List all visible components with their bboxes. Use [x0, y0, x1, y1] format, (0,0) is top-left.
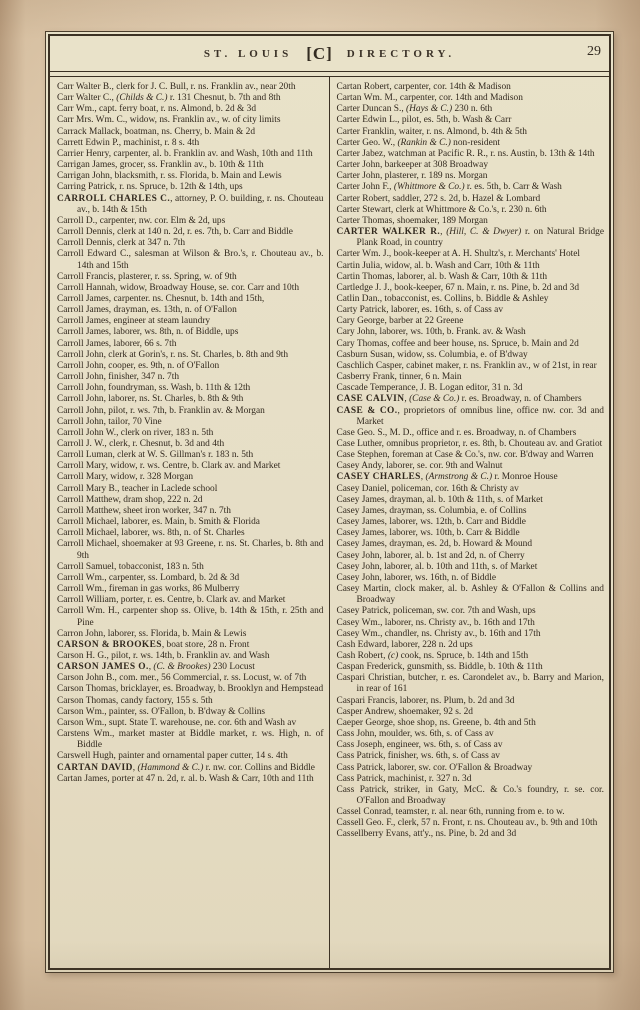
directory-entry: Cass John, moulder, ws. 6th, s. of Cass av — [336, 729, 494, 740]
directory-entry: Carroll Dennis, clerk at 140 n. 2d, r. es. 7th, b. Carr and Biddle — [57, 227, 293, 238]
directory-entry: Carroll James, engineer at steam laundry — [57, 316, 211, 327]
directory-entry: Cash Robert, (c) cook, ns. Spruce, b. 14th and 15th — [336, 650, 529, 661]
directory-entry: Carstens Wm., market master at Biddle market, r. ws. High, n. of Biddle — [57, 729, 324, 751]
directory-entry: Carson H. G., pilot, r. ws. 14th, b. Franklin av. and Wash — [57, 650, 270, 661]
directory-entry: Cartan Wm. M., carpenter, cor. 14th and Madison — [336, 93, 523, 104]
directory-entry: Casey Martin, clock maker, al. b. Ashley & O'Fallon & Collins and Broadway — [336, 584, 604, 606]
directory-entry: Carter Jabez, watchman at Pacific R. R., r. ns. Austin, b. 13th & 14th — [336, 148, 595, 159]
title-right: DIRECTORY. — [346, 47, 456, 60]
directory-entry: Cascade Temperance, J. B. Logan editor, 31 n. 3d — [336, 383, 523, 394]
page-title — [204, 44, 455, 64]
directory-entry: Catlin Dan., tobacconist, es. Collins, b. Biddle & Ashley — [336, 293, 549, 304]
directory-entry: Casey James, laborer, ws. 10th, b. Carr & Biddle — [336, 528, 520, 539]
directory-entry: Carroll Hannah, widow, Broadway House, se. cor. Carr and 10th — [57, 282, 300, 293]
right-column — [330, 77, 610, 968]
directory-entry: Carson John B., com. mer., 56 Commercial, r. ss. Locust, w. of 7th — [57, 673, 307, 684]
directory-entry: Caspari Christian, butcher, r. es. Carondelet av., b. Barry and Marion, in rear of 161 — [336, 673, 604, 695]
directory-entry: Cass Patrick, finisher, ws. 6th, s. of Cass av — [336, 751, 500, 762]
directory-entry: Carson Thomas, bricklayer, es. Broadway, b. Brooklyn and Hempstead — [57, 684, 324, 695]
directory-entry: Carroll John, clerk at Gorin's, r. ns. St. Charles, b. 8th and 9th — [57, 349, 289, 360]
directory-entry: Case Luther, omnibus proprietor, r. es. 8th, b. Chouteau av. and Gratiot — [336, 439, 603, 449]
directory-entry: Carter Edwin L., pilot, es. 5th, b. Wash & Carr — [336, 115, 512, 126]
directory-entry: Carroll Luman, clerk at W. S. Gillman's r. 183 n. 5th — [57, 450, 254, 461]
directory-entry: Carson Wm., supt. State T. warehouse, ne. cor. 6th and Wash av — [57, 717, 297, 728]
directory-entry: Carroll Francis, plasterer, r. ss. Spring, w. of 9th — [57, 271, 237, 282]
directory-entry: CARTAN DAVID, (Hammond & C.) r. nw. cor. Collins and Biddle — [57, 762, 315, 773]
directory-entry: Carroll Matthew, dram shop, 222 n. 2d — [57, 494, 203, 505]
directory-entry: Casper Andrew, shoemaker, 92 s. 2d — [336, 706, 473, 717]
left-column — [50, 77, 330, 968]
directory-entry: Carr Wm., capt. ferry boat, r. ns. Almond, b. 2d & 3d — [57, 104, 257, 115]
directory-entry: Carroll Edward C., salesman at Wilson & Bro.'s, r. Chouteau av., b. 14th and 15th — [57, 249, 324, 271]
directory-entry: Carroll Wm., carpenter, ss. Lombard, b. 2d & 3d — [57, 572, 240, 583]
directory-entry: Carroll Michael, laborer, es. Main, b. Smith & Florida — [57, 517, 260, 528]
directory-entry: Casey Andy, laborer, se. cor. 9th and Walnut — [336, 461, 503, 472]
directory-frame — [45, 31, 614, 973]
directory-entry: Caeper George, shoe shop, ns. Greene, b. 4th and 5th — [336, 717, 536, 728]
directory-entry: Carroll James, laborer, 66 s. 7th — [57, 338, 177, 349]
directory-entry: Casey Patrick, policeman, sw. cor. 7th and Wash, ups — [336, 606, 536, 617]
directory-entry: Carroll Michael, laborer, ws. 8th, n. of St. Charles — [57, 528, 245, 539]
directory-entry: Carroll William, porter, r. es. Centre, b. Clark av. and Market — [57, 595, 286, 606]
directory-entry: Cartin Thomas, laborer, al. b. Wash & Carr, 10th & 11th — [336, 271, 548, 282]
directory-entry: Carroll John, foundryman, ss. Wash, b. 11th & 12th — [57, 383, 251, 394]
directory-entry: Carroll Mary B., teacher in Laclede school — [57, 483, 218, 494]
directory-entry: Carrack Mallack, boatman, ns. Cherry, b. Main & 2d — [57, 126, 256, 137]
page-header — [50, 36, 609, 71]
directory-entry: Carter John, barkeeper at 308 Broadway — [336, 160, 489, 171]
directory-frame-inner — [48, 34, 611, 970]
directory-entry: Caspan Frederick, gunsmith, ss. Biddle, b. 10th & 11th — [336, 662, 543, 673]
directory-entry: Carswell Hugh, painter and ornamental paper cutter, 14 s. 4th — [57, 751, 288, 762]
directory-entry: Carroll John, finisher, 347 n. 7th — [57, 372, 180, 383]
directory-entry: Carroll John W., clerk on river, 183 n. 5th — [57, 427, 214, 438]
directory-entry: CASEY CHARLES, (Armstrong & C.) r. Monroe House — [336, 472, 558, 483]
directory-entry: Carroll Michael, shoemaker at 93 Greene, r. ns. St. Charles, b. 8th and 9th — [57, 539, 324, 561]
directory-entry: Casey John, laborer, ws. 16th, n. of Biddle — [336, 572, 496, 583]
directory-entry: Case Geo. S., M. D., office and r. es. Broadway, n. of Chambers — [336, 427, 577, 438]
directory-entry: Casberry Frank, tinner, 6 n. Main — [336, 372, 462, 383]
directory-entry: Cary John, laborer, ws. 10th, b. Frank. av. & Wash — [336, 327, 526, 338]
directory-entry: Carr Walter C., (Childs & C.) r. 131 Chesnut, b. 7th and 8th — [57, 93, 281, 104]
directory-entry: Casey James, drayman, ss. Columbia, e. of Collins — [336, 505, 527, 516]
directory-entry: Carroll D., carpenter, nw. cor. Elm & 2d, ups — [57, 215, 226, 226]
directory-entry: CARSON JAMES O., (C. & Brookes) 230 Locust — [57, 662, 255, 673]
directory-entry: Casey James, drayman, es. 2d, b. Howard & Mound — [336, 539, 533, 550]
directory-entry: Carroll James, laborer, ws. 8th, n. of Biddle, ups — [57, 327, 239, 338]
directory-entry: CASE & CO., proprietors of omnibus line, office nw. cor. 3d and Market — [336, 405, 604, 427]
directory-entry: Carrigan James, grocer, ss. Franklin av., b. 10th & 11th — [57, 160, 264, 171]
directory-entry: Casey Wm., chandler, ns. Christy av., b. 16th and 17th — [336, 628, 541, 639]
directory-entry: CARROLL CHARLES C., attorney, P. O. building, r. ns. Chouteau av., b. 14th & 15th — [57, 193, 324, 215]
directory-entry: Carroll John, pilot, r. ws. 7th, b. Franklin av. & Morgan — [57, 405, 265, 416]
page-number: 29 — [587, 44, 601, 59]
directory-entry: Carter Thomas, shoemaker, 189 Morgan — [336, 215, 488, 226]
directory-entry: Carroll John, cooper, es. 9th, n. of O'Fallon — [57, 360, 220, 371]
directory-entry: Carron John, laborer, ss. Florida, b. Main & Lewis — [57, 628, 247, 639]
directory-entry: Cary Thomas, coffee and beer house, ns. Spruce, b. Main and 2d — [336, 338, 579, 349]
directory-entry: Carter John, plasterer, r. 189 ns. Morgan — [336, 171, 488, 182]
directory-entry: Casey James, laborer, ws. 12th, b. Carr and Biddle — [336, 517, 526, 528]
directory-entry: CARTER WALKER R., (Hill, C. & Dwyer) r. on Natural Bridge Plank Road, in country — [336, 227, 605, 249]
directory-entry: Carroll Wm., fireman in gas works, 86 Mulberry — [57, 584, 240, 595]
directory-entry: Cass Patrick, striker, in Gaty, McC. & Co.'s foundry, r. se. cor. O'Fallon and Broadway — [336, 784, 604, 806]
directory-entry: Carroll James, carpenter. ns. Chesnut, b. 14th and 15th, — [57, 293, 265, 304]
directory-entry: Casey Daniel, policeman, cor. 16th & Christy av — [336, 483, 519, 494]
directory-entry: Cassell Geo. F., clerk, 57 n. Front, r. ns. Chouteau av., b. 9th and 10th — [336, 818, 598, 829]
directory-entry: Carson Wm., painter, ss. O'Fallon, b. B'dway & Collins — [57, 706, 266, 717]
directory-entry: Caschlich Casper, cabinet maker, r. ns. Franklin av., w of 21st, in rear — [336, 360, 597, 371]
directory-entry: Carring Patrick, r. ns. Spruce, b. 12th & 14th, ups — [57, 182, 243, 193]
directory-entry: Carroll John, tailor, 70 Vine — [57, 416, 162, 427]
directory-entry: Casburn Susan, widow, ss. Columbia, e. of B'dway — [336, 349, 528, 360]
directory-entry: Cartan Robert, carpenter, cor. 14th & Madison — [336, 82, 511, 92]
directory-entry: Carter John F., (Whittmore & Co.) r. es. 5th, b. Carr & Wash — [336, 182, 562, 193]
directory-entry: Carroll Mary, widow, r. 328 Morgan — [57, 472, 194, 483]
directory-entry: Caspari Francis, laborer, ns. Plum, b. 2d and 3d — [336, 695, 515, 706]
directory-entry: Case Stephen, foreman at Case & Co.'s, nw. cor. B'dway and Warren — [336, 450, 594, 461]
directory-entry: Carroll John, laborer, ns. St. Charles, b. 8th & 9th — [57, 394, 244, 405]
directory-entry: Cartledge J. J., book-keeper, 67 n. Main, r. ns. Pine, b. 2d and 3d — [336, 282, 580, 293]
directory-entry: Cash Edward, laborer, 228 n. 2d ups — [336, 639, 473, 650]
directory-entry: Carty Patrick, laborer, es. 16th, s. of Cass av — [336, 305, 504, 316]
directory-entry: Carroll Mary, widow, r. ws. Centre, b. Clark av. and Market — [57, 461, 281, 472]
directory-entry: Carr Walter B., clerk for J. C. Bull, r. ns. Franklin av., near 20th — [57, 82, 296, 92]
title-left: ST. LOUIS — [203, 47, 293, 60]
directory-entry: CARSON & BROOKES, boat store, 28 n. Front — [57, 639, 250, 650]
directory-entry: Cass Patrick, machinist, r. 327 n. 3d — [336, 773, 472, 784]
directory-entry: Casey James, drayman, al. b. 10th & 11th, s. of Market — [336, 494, 543, 505]
directory-entry: Carter Duncan S., (Hays & C.) 230 n. 6th — [336, 104, 493, 115]
directory-entry: CASE CALVIN, (Case & Co.) r. es. Broadway, n. of Chambers — [336, 394, 582, 405]
directory-entry: Carr Mrs. Wm. C., widow, ns. Franklin av., w. of city limits — [57, 115, 281, 126]
directory-entry: Carroll Samuel, tobacconist, 183 n. 5th — [57, 561, 204, 572]
directory-entry: Cary George, barber at 22 Greene — [336, 316, 464, 327]
directory-entry: Carter Robert, saddler, 272 s. 2d, b. Hazel & Lombard — [336, 193, 541, 204]
directory-entry: Carrett Edwin P., machinist, r. 8 s. 4th — [57, 137, 200, 148]
directory-entry: Carroll J. W., clerk, r. Chesnut, b. 3d and 4th — [57, 439, 225, 449]
directory-entry: Carter Franklin, waiter, r. ns. Almond, b. 4th & 5th — [336, 126, 527, 137]
directory-entry: Carter Stewart, clerk at Whittmore & Co.'s, r. 230 n. 6th — [336, 204, 547, 215]
directory-entry: Cassel Conrad, teamster, r. al. near 6th, running from e. to w. — [336, 807, 565, 818]
directory-entry: Carroll Matthew, sheet iron worker, 347 n. 7th — [57, 505, 231, 516]
directory-entry: Carrier Henry, carpenter, al. b. Franklin av. and Wash, 10th and 11th — [57, 148, 313, 159]
directory-entry: Cassellberry Evans, att'y., ns. Pine, b. 2d and 3d — [336, 829, 517, 840]
directory-entry: Carrigan John, blacksmith, r. ss. Florida, b. Main and Lewis — [57, 171, 282, 182]
section-letter: [C] — [306, 43, 333, 63]
directory-entry: Casey John, laborer, al. b. 1st and 2d, n. of Cherry — [336, 550, 525, 561]
directory-entry: Cass Patrick, laborer, sw. cor. O'Fallon & Broadway — [336, 762, 533, 773]
directory-entry: Carroll Dennis, clerk at 347 n. 7th — [57, 238, 186, 249]
directory-entry: Carter Wm. J., book-keeper at A. H. Shultz's, r. Merchants' Hotel — [336, 249, 581, 260]
directory-entry: Cass Joseph, engineer, ws. 6th, s. of Cass av — [336, 740, 503, 751]
directory-entry: Carter Geo. W., (Rankin & C.) non-resident — [336, 137, 501, 148]
directory-columns — [50, 77, 609, 968]
directory-entry: Cartin Julia, widow, al. b. Wash and Carr, 10th & 11th — [336, 260, 540, 271]
directory-entry: Cartan James, porter at 47 n. 2d, r. al. b. Wash & Carr, 10th and 11th — [57, 773, 314, 784]
directory-entry: Casey Wm., laborer, ns. Christy av., b. 16th and 17th — [336, 617, 535, 628]
directory-entry: Carson Thomas, candy factory, 155 s. 5th — [57, 695, 213, 706]
directory-entry: Carroll Wm. H., carpenter shop ss. Olive, b. 14th & 15th, r. 25th and Pine — [57, 606, 324, 628]
directory-entry: Carroll James, drayman, es. 13th, n. of O'Fallon — [57, 305, 237, 316]
directory-entry: Casey John, laborer, al. b. 10th and 11th, s. of Market — [336, 561, 538, 572]
